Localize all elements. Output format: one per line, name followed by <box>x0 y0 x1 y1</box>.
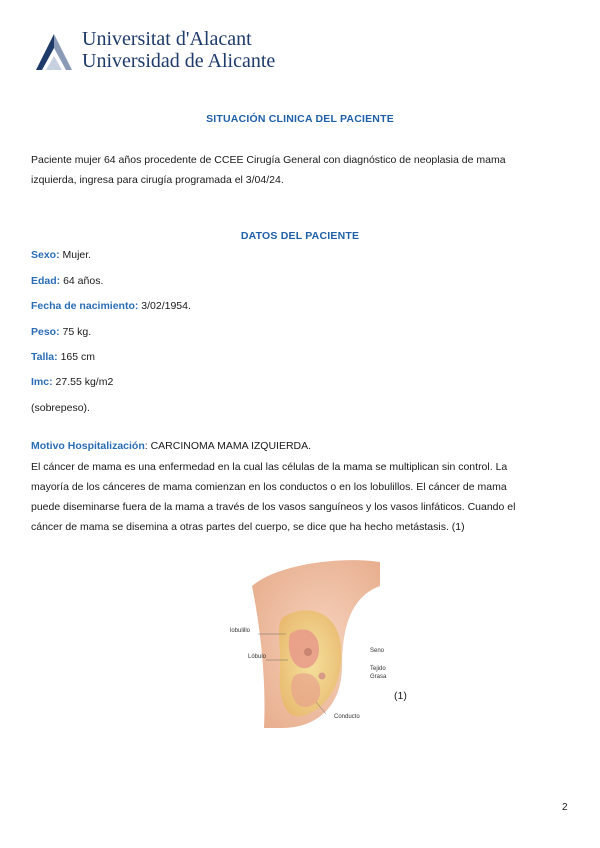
field-value: 75 kg. <box>59 326 92 338</box>
field-label: Edad: <box>31 275 61 287</box>
situacion-text-1: Paciente mujer 64 años procedente de CCEE Cirugía General con diagnóstico de neoplasia de mama <box>31 154 506 166</box>
motivo-value: : CARCINOMA MAMA IZQUIERDA. <box>144 440 312 452</box>
page-number: 2 <box>562 802 568 813</box>
field-imc <box>31 376 113 388</box>
motivo-text-4: cáncer de mama se disemina a otras partes del cuerpo, se dice que ha hecho metástasis. (1) <box>31 521 465 533</box>
figure-reference: (1) <box>394 690 407 702</box>
section-title-datos: DATOS DEL PACIENTE <box>240 230 360 242</box>
motivo-label: Motivo Hospitalización <box>31 440 145 452</box>
figure-label-grasa: Grasa <box>370 674 387 680</box>
field-label: Imc: <box>31 376 53 388</box>
field-value: 3/02/1954. <box>138 300 191 312</box>
figure-label-lobulo: Lóbulo <box>248 654 267 660</box>
field-value: 64 años. <box>60 275 104 287</box>
field-peso <box>31 326 91 338</box>
figure-label-lobulillo: lobulillo <box>230 628 251 634</box>
imc-note: (sobrepeso). <box>31 402 90 414</box>
field-value: 27.55 kg/m2 <box>52 376 114 388</box>
logo-line-1: Universitat d'Alacant <box>82 28 252 50</box>
field-sexo <box>31 249 91 261</box>
motivo-text-1: El cáncer de mama es una enfermedad en la cual las células de la mama se multiplican sin control. La <box>31 461 508 473</box>
field-talla <box>31 351 95 363</box>
motivo-hospitalizacion <box>31 440 311 452</box>
university-logo <box>32 26 292 78</box>
figure-label-conducto: Conducto <box>334 714 360 720</box>
breast-anatomy-illustration <box>222 556 392 730</box>
section-title-situacion: SITUACIÓN CLINICA DEL PACIENTE <box>206 113 394 125</box>
field-label: Talla: <box>31 351 58 363</box>
figure-label-seno: Seno <box>370 648 385 654</box>
breast-anatomy-figure <box>222 556 392 730</box>
field-label: Peso: <box>31 326 60 338</box>
field-fecha-nacimiento <box>31 300 191 312</box>
field-label: Sexo: <box>31 249 60 261</box>
field-value: Mujer. <box>59 249 92 261</box>
university-emblem-icon <box>32 30 76 74</box>
situacion-text-2: izquierda, ingresa para cirugía programada el 3/04/24. <box>31 174 284 186</box>
field-value: 165 cm <box>57 351 96 363</box>
motivo-text-3: puede diseminarse fuera de la mama a través de los vasos sanguíneos y los vasos linfáticos. Cuando el <box>31 501 516 513</box>
motivo-text-2: mayoría de los cánceres de mama comienzan en los conductos o en los lobulillos. El cáncer de mama <box>31 481 507 493</box>
logo-line-2: Universidad de Alicante <box>82 50 276 72</box>
field-edad <box>31 275 103 287</box>
figure-label-tejido: Tejido <box>370 666 386 672</box>
field-label: Fecha de nacimiento: <box>31 300 139 312</box>
